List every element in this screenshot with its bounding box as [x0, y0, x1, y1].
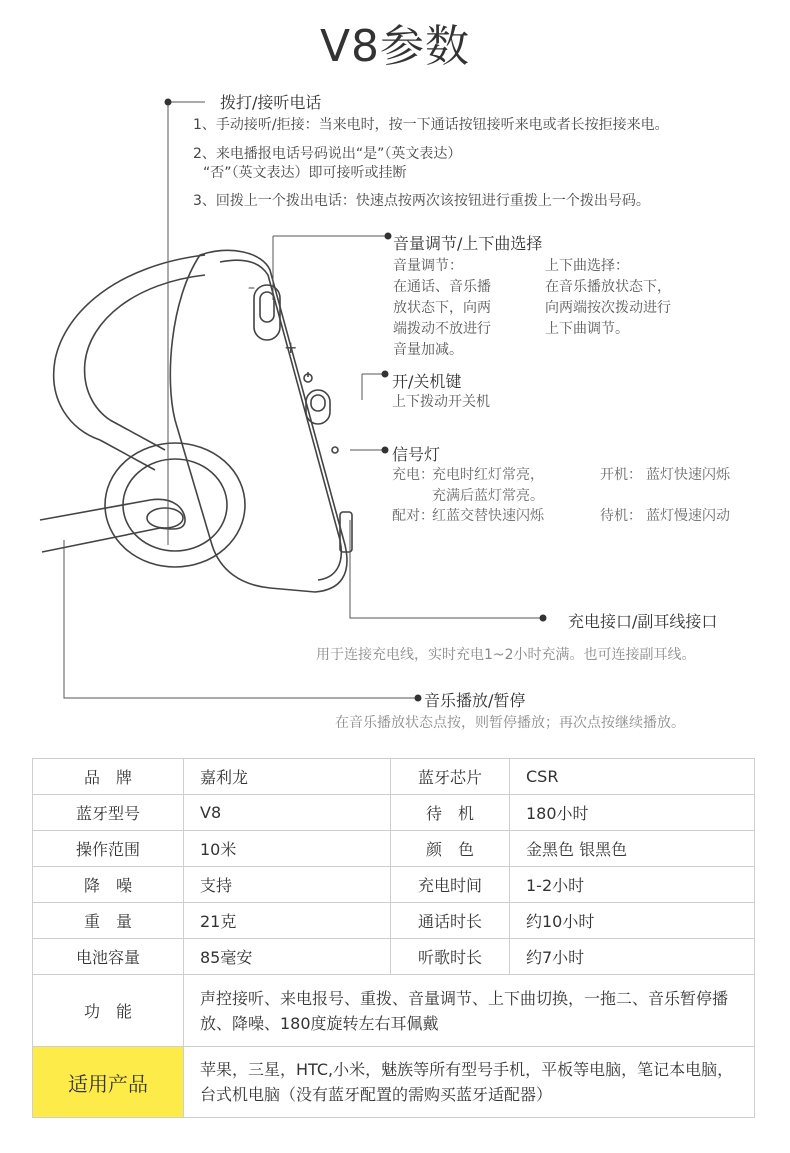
- spec-label: 操作范围: [33, 831, 184, 867]
- spec-value-apply: 苹果，三星，HTC,小米，魅族等所有型号手机，平板等电脑，笔记本电脑，台式机电脑（没有蓝牙配置的需购买蓝牙适配器）: [184, 1047, 755, 1118]
- table-row: [33, 939, 755, 975]
- volume-right-line: 在音乐播放状态下，: [545, 279, 671, 295]
- charging-port-desc: 用于连接充电线，实时充电1~2小时充满。也可连接副耳线。: [316, 647, 696, 663]
- spec-value: 180小时: [510, 795, 755, 831]
- spec-value: 支持: [184, 867, 391, 903]
- volume-heading: 音量调节/上下曲选择: [393, 234, 543, 253]
- call-heading: 拨打/接听电话: [220, 93, 322, 112]
- spec-label: 蓝牙型号: [33, 795, 184, 831]
- spec-label: 电池容量: [33, 939, 184, 975]
- spec-value: 85毫安: [184, 939, 391, 975]
- volume-right-line: 上下曲调节。: [545, 321, 629, 337]
- spec-value: V8: [184, 795, 391, 831]
- call-line-1: 1、手动接听/拒接：当来电时，按一下通话按钮接听来电或者长按拒接来电。: [193, 117, 669, 133]
- table-row: [33, 867, 755, 903]
- volume-right-line: 上下曲选择：: [545, 258, 629, 274]
- volume-left-line: 音量加减。: [393, 342, 463, 358]
- spec-label: 品 牌: [33, 759, 184, 795]
- volume-plus-mark: +: [284, 338, 298, 357]
- spec-label: 颜 色: [391, 831, 510, 867]
- signal-heading: 信号灯: [392, 445, 441, 464]
- spec-value: 嘉利龙: [184, 759, 391, 795]
- volume-left-line: 端拨动不放进行: [393, 321, 491, 337]
- spec-value: 约7小时: [510, 939, 755, 975]
- signal-charge-label: 充电：: [392, 467, 434, 483]
- spec-value: CSR: [510, 759, 755, 795]
- signal-standby-value: 蓝灯慢速闪动: [646, 508, 730, 524]
- power-heading: 开/关机键: [392, 372, 462, 391]
- signal-boot-value: 蓝灯快速闪烁: [646, 467, 730, 483]
- spec-value: 约10小时: [510, 903, 755, 939]
- call-line-3: 3、回拨上一个拨出电话：快速点按两次该按钮进行重拨上一个拨出号码。: [193, 193, 650, 209]
- spec-label: 待 机: [391, 795, 510, 831]
- signal-charge-2: 充满后蓝灯常亮。: [432, 488, 544, 504]
- page-title: V8参数: [319, 21, 471, 72]
- spec-table: [32, 758, 755, 1118]
- volume-minus-mark: –: [248, 280, 255, 296]
- signal-pair-label: 配对：: [392, 508, 434, 524]
- signal-pair-value: 红蓝交替快速闪烁: [432, 508, 544, 524]
- volume-left-line: 放状态下，向两: [393, 300, 491, 316]
- volume-left-line: 音量调节：: [393, 258, 463, 274]
- spec-value-function: 声控接听、来电报号、重拨、音量调节、上下曲切换，一拖二、音乐暂停播放、降噪、180度旋转左右耳佩戴: [184, 975, 755, 1047]
- call-line-2b: “否”（英文表达）即可接听或挂断: [203, 165, 407, 181]
- call-line-2a: 2、来电播报电话号码说出“是”（英文表达）: [193, 146, 462, 162]
- table-row: [33, 759, 755, 795]
- charging-port-heading: 充电接口/副耳线接口: [568, 612, 718, 631]
- table-row: [33, 1047, 755, 1118]
- spec-label: 充电时间: [391, 867, 510, 903]
- spec-label: 听歌时长: [391, 939, 510, 975]
- table-row: [33, 903, 755, 939]
- spec-value: 金黑色 银黑色: [510, 831, 755, 867]
- spec-label: 降 噪: [33, 867, 184, 903]
- spec-label: 通话时长: [391, 903, 510, 939]
- spec-value: 21克: [184, 903, 391, 939]
- spec-label-function: 功 能: [33, 975, 184, 1047]
- spec-label: 蓝牙芯片: [391, 759, 510, 795]
- music-heading: 音乐播放/暂停: [424, 691, 526, 710]
- table-row: [33, 831, 755, 867]
- volume-right-line: 向两端按次拨动进行: [545, 300, 671, 316]
- table-row: [33, 975, 755, 1047]
- spec-value: 10米: [184, 831, 391, 867]
- volume-right-desc: [545, 256, 671, 340]
- power-desc: 上下拨动开关机: [392, 394, 490, 410]
- signal-boot-label: 开机：: [600, 467, 642, 483]
- signal-charge-1: 充电时红灯常亮，: [432, 467, 544, 483]
- spec-value: 1-2小时: [510, 867, 755, 903]
- volume-left-line: 在通话、音乐播: [393, 279, 491, 295]
- table-row: [33, 795, 755, 831]
- spec-label: 重 量: [33, 903, 184, 939]
- signal-standby-label: 待机：: [600, 508, 642, 524]
- volume-left-desc: [393, 256, 491, 361]
- music-desc: 在音乐播放状态点按，则暂停播放；再次点按继续播放。: [335, 715, 685, 731]
- spec-label-apply: 适用产品: [33, 1047, 184, 1118]
